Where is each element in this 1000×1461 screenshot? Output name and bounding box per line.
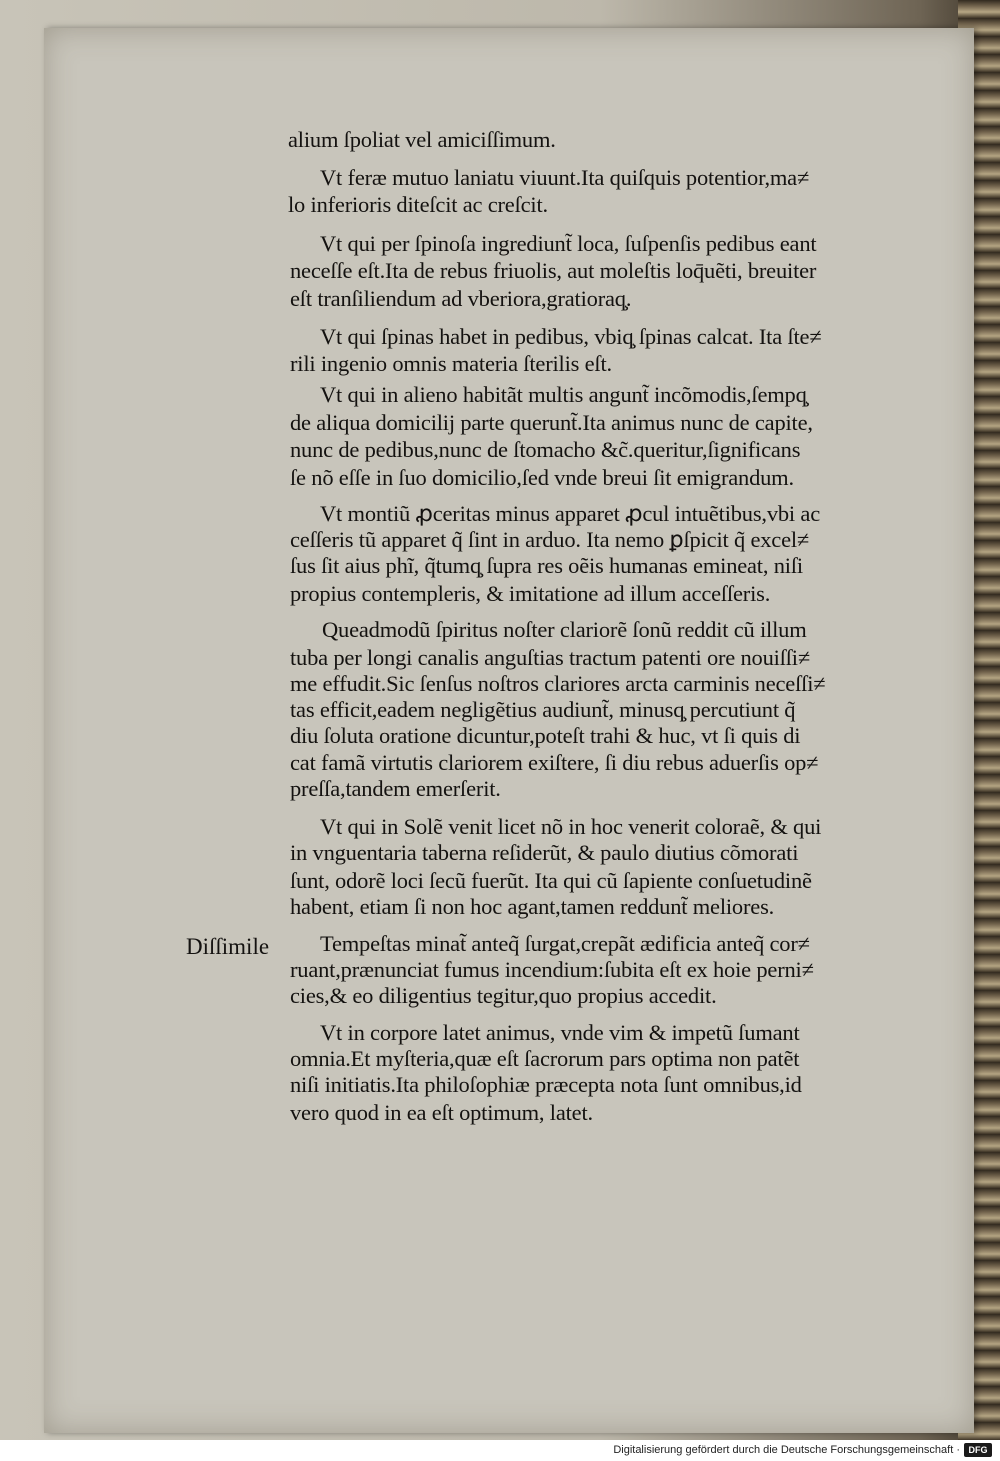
text-line: ruant,prænunciat fumus incendium:ſubita eſt ex hoie perni≠ [290,957,814,982]
text-line: cies,& eo diligentius tegitur,quo propius accedit. [290,983,717,1008]
text-line: ſunt, odorẽ loci ſecũ fuerũt. Ita qui cũ ſapiente conſuetudinẽ [290,868,812,893]
text-line: tas efficit,eadem negligẽtius audiunt̃, minusq̧ percutiunt q̃ [290,697,796,722]
margin-note: Diſſimile [186,934,270,959]
text-line: diu ſoluta oratione dicuntur,poteſt trahi & huc, vt ſi quis di [290,723,801,748]
text-line: ſe nõ eſſe in ſuo domicilio,ſed vnde breui ſit emigrandum. [290,465,794,490]
text-line: Vt qui per ſpinoſa ingrediunt̃ loca, ſuſpenſis pedibus eant [320,231,817,256]
book-page [44,28,974,1433]
text-line: Vt in corpore latet animus, vnde vim & impetũ ſumant [320,1020,800,1045]
text-line: Vt qui in Solẽ venit licet nõ in hoc venerit coloraẽ, & qui [320,814,822,839]
dfg-logo: DFG [964,1443,992,1457]
text-line: alium ſpoliat vel amiciſſimum. [288,127,556,152]
text-line: Vt qui in alieno habitãt multis angunt̃ incõmodis,ſempq̧ [320,382,807,407]
text-line: ceſſeris tũ apparet q̃ ſint in arduo. Ita nemo ꝑſpicit q̃ excel≠ [290,527,810,552]
text-line: eſt tranſiliendum ad vberiora,gratioraq̧. [290,286,632,311]
text-line: habent, etiam ſi non hoc agant,tamen reddunt̃ meliores. [290,894,775,919]
text-line: preſſa,tandem emerſerit. [290,776,501,801]
text-line: Vt qui ſpinas habet in pedibus, vbiq̧ ſpinas calcat. Ita ſte≠ [320,324,822,349]
text-line: vero quod in ea eſt optimum, latet. [290,1100,593,1125]
footer-bar [0,1440,1000,1461]
text-line: cat famã virtutis clariorem exiſtere, ſi diu rebus aduerſis op≠ [290,750,819,775]
text-line: ſus ſit aius phĩ, q̃tumq̧ ſupra res oẽis humanas emineat, niſi [290,553,803,578]
text-line: Queadmodũ ſpiritus noſter clariorẽ ſonũ reddit cũ illum [322,617,807,642]
text-line: Vt feræ mutuo laniatu viuunt.Ita quiſquis potentior,ma≠ [320,165,810,190]
text-line: me effudit.Sic ſenſus noſtros clariores arcta carminis neceſſi≠ [290,671,826,696]
text-line: omnia.Et myſteria,quæ eſt ſacrorum pars optima non patẽt [290,1046,800,1071]
text-line: Vt montiũ ꝓceritas minus apparet ꝓcul intuẽtibus,vbi ac [320,501,820,526]
text-line: in vnguentaria taberna reſiderũt, & paulo diutius cõmorati [290,840,799,865]
text-line: nunc de pedibus,nunc de ſtomacho &c̃.queritur,ſignificans [290,437,801,462]
text-line: Tempeſtas minat̃ anteq̃ ſurgat,crepãt ædificia anteq̃ cor≠ [320,931,810,956]
text-line: de aliqua domicilij parte querunt̃.Ita animus nunc de capite, [290,410,813,435]
text-line: rili ingenio omnis materia ſterilis eſt. [290,351,612,376]
text-line: lo inferioris diteſcit ac creſcit. [288,192,548,217]
text-line: niſi initiatis.Ita philoſophiæ præcepta nota ſunt omnibus,id [290,1072,802,1097]
text-line: tuba per longi canalis anguſtias tractum patenti ore nouiſſi≠ [290,645,810,670]
footer-credit: Digitalisierung gefördert durch die Deutsche Forschungsgemeinschaft · [613,1444,960,1456]
text-line: propius contempleris, & imitatione ad illum acceſſeris. [290,581,771,606]
text-line: neceſſe eſt.Ita de rebus friuolis, aut moleſtis loq̄uẽti, breuiter [290,258,817,283]
